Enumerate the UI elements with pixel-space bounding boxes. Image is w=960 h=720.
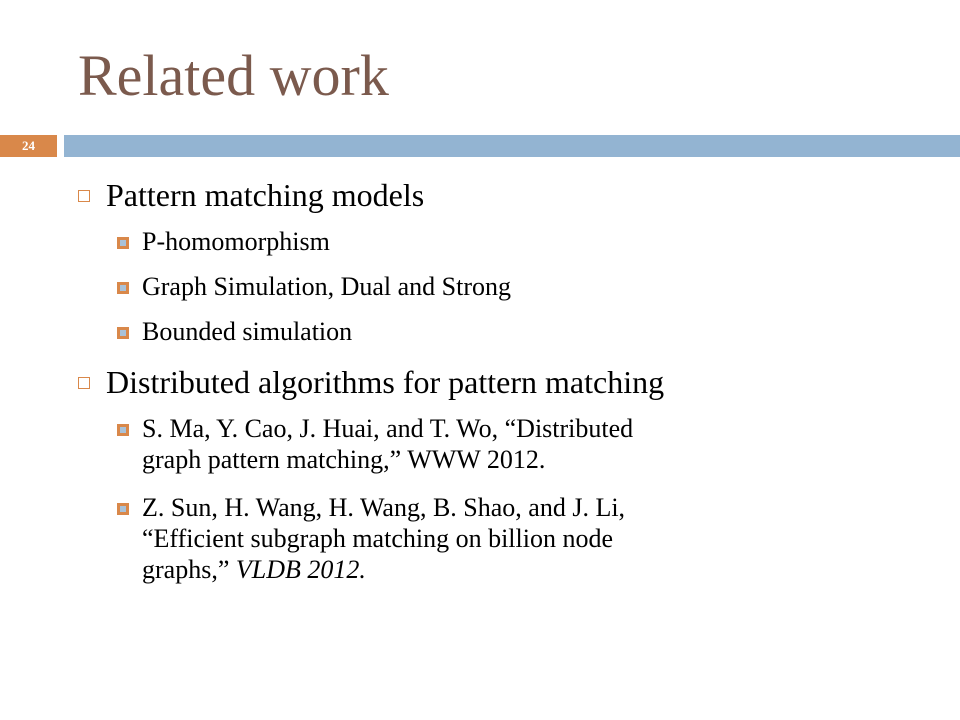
square-bullet-icon: [117, 503, 129, 515]
list-item: Bounded simulation: [142, 317, 353, 346]
section-heading-pattern-models: Pattern matching models: [106, 177, 425, 213]
reference-line: S. Ma, Y. Cao, J. Huai, and T. Wo, “Distributed: [142, 414, 634, 443]
section-heading-distributed-algorithms: Distributed algorithms for pattern matching: [106, 364, 665, 400]
reference-line: “Efficient subgraph matching on billion node: [142, 524, 614, 553]
hollow-square-bullet-icon: [78, 377, 90, 389]
square-bullet-icon: [117, 237, 129, 249]
list-item: P-homomorphism: [142, 227, 330, 256]
reference-sun-2012: [142, 492, 862, 585]
list-item: Graph Simulation, Dual and Strong: [142, 272, 512, 301]
reference-line: graph pattern matching,” WWW 2012.: [142, 445, 546, 474]
square-bullet-icon: [117, 327, 129, 339]
reference-ma-2012: [142, 413, 862, 475]
slide-number: 24: [0, 135, 57, 157]
square-bullet-icon: [117, 424, 129, 436]
reference-venue: VLDB 2012.: [229, 555, 366, 584]
reference-text: graphs,”: [142, 555, 230, 584]
slide-title: Related work: [78, 43, 389, 108]
hollow-square-bullet-icon: [78, 190, 90, 202]
square-bullet-icon: [117, 282, 129, 294]
reference-line: Z. Sun, H. Wang, H. Wang, B. Shao, and J. Li,: [142, 493, 626, 522]
reference-line: [142, 554, 862, 585]
